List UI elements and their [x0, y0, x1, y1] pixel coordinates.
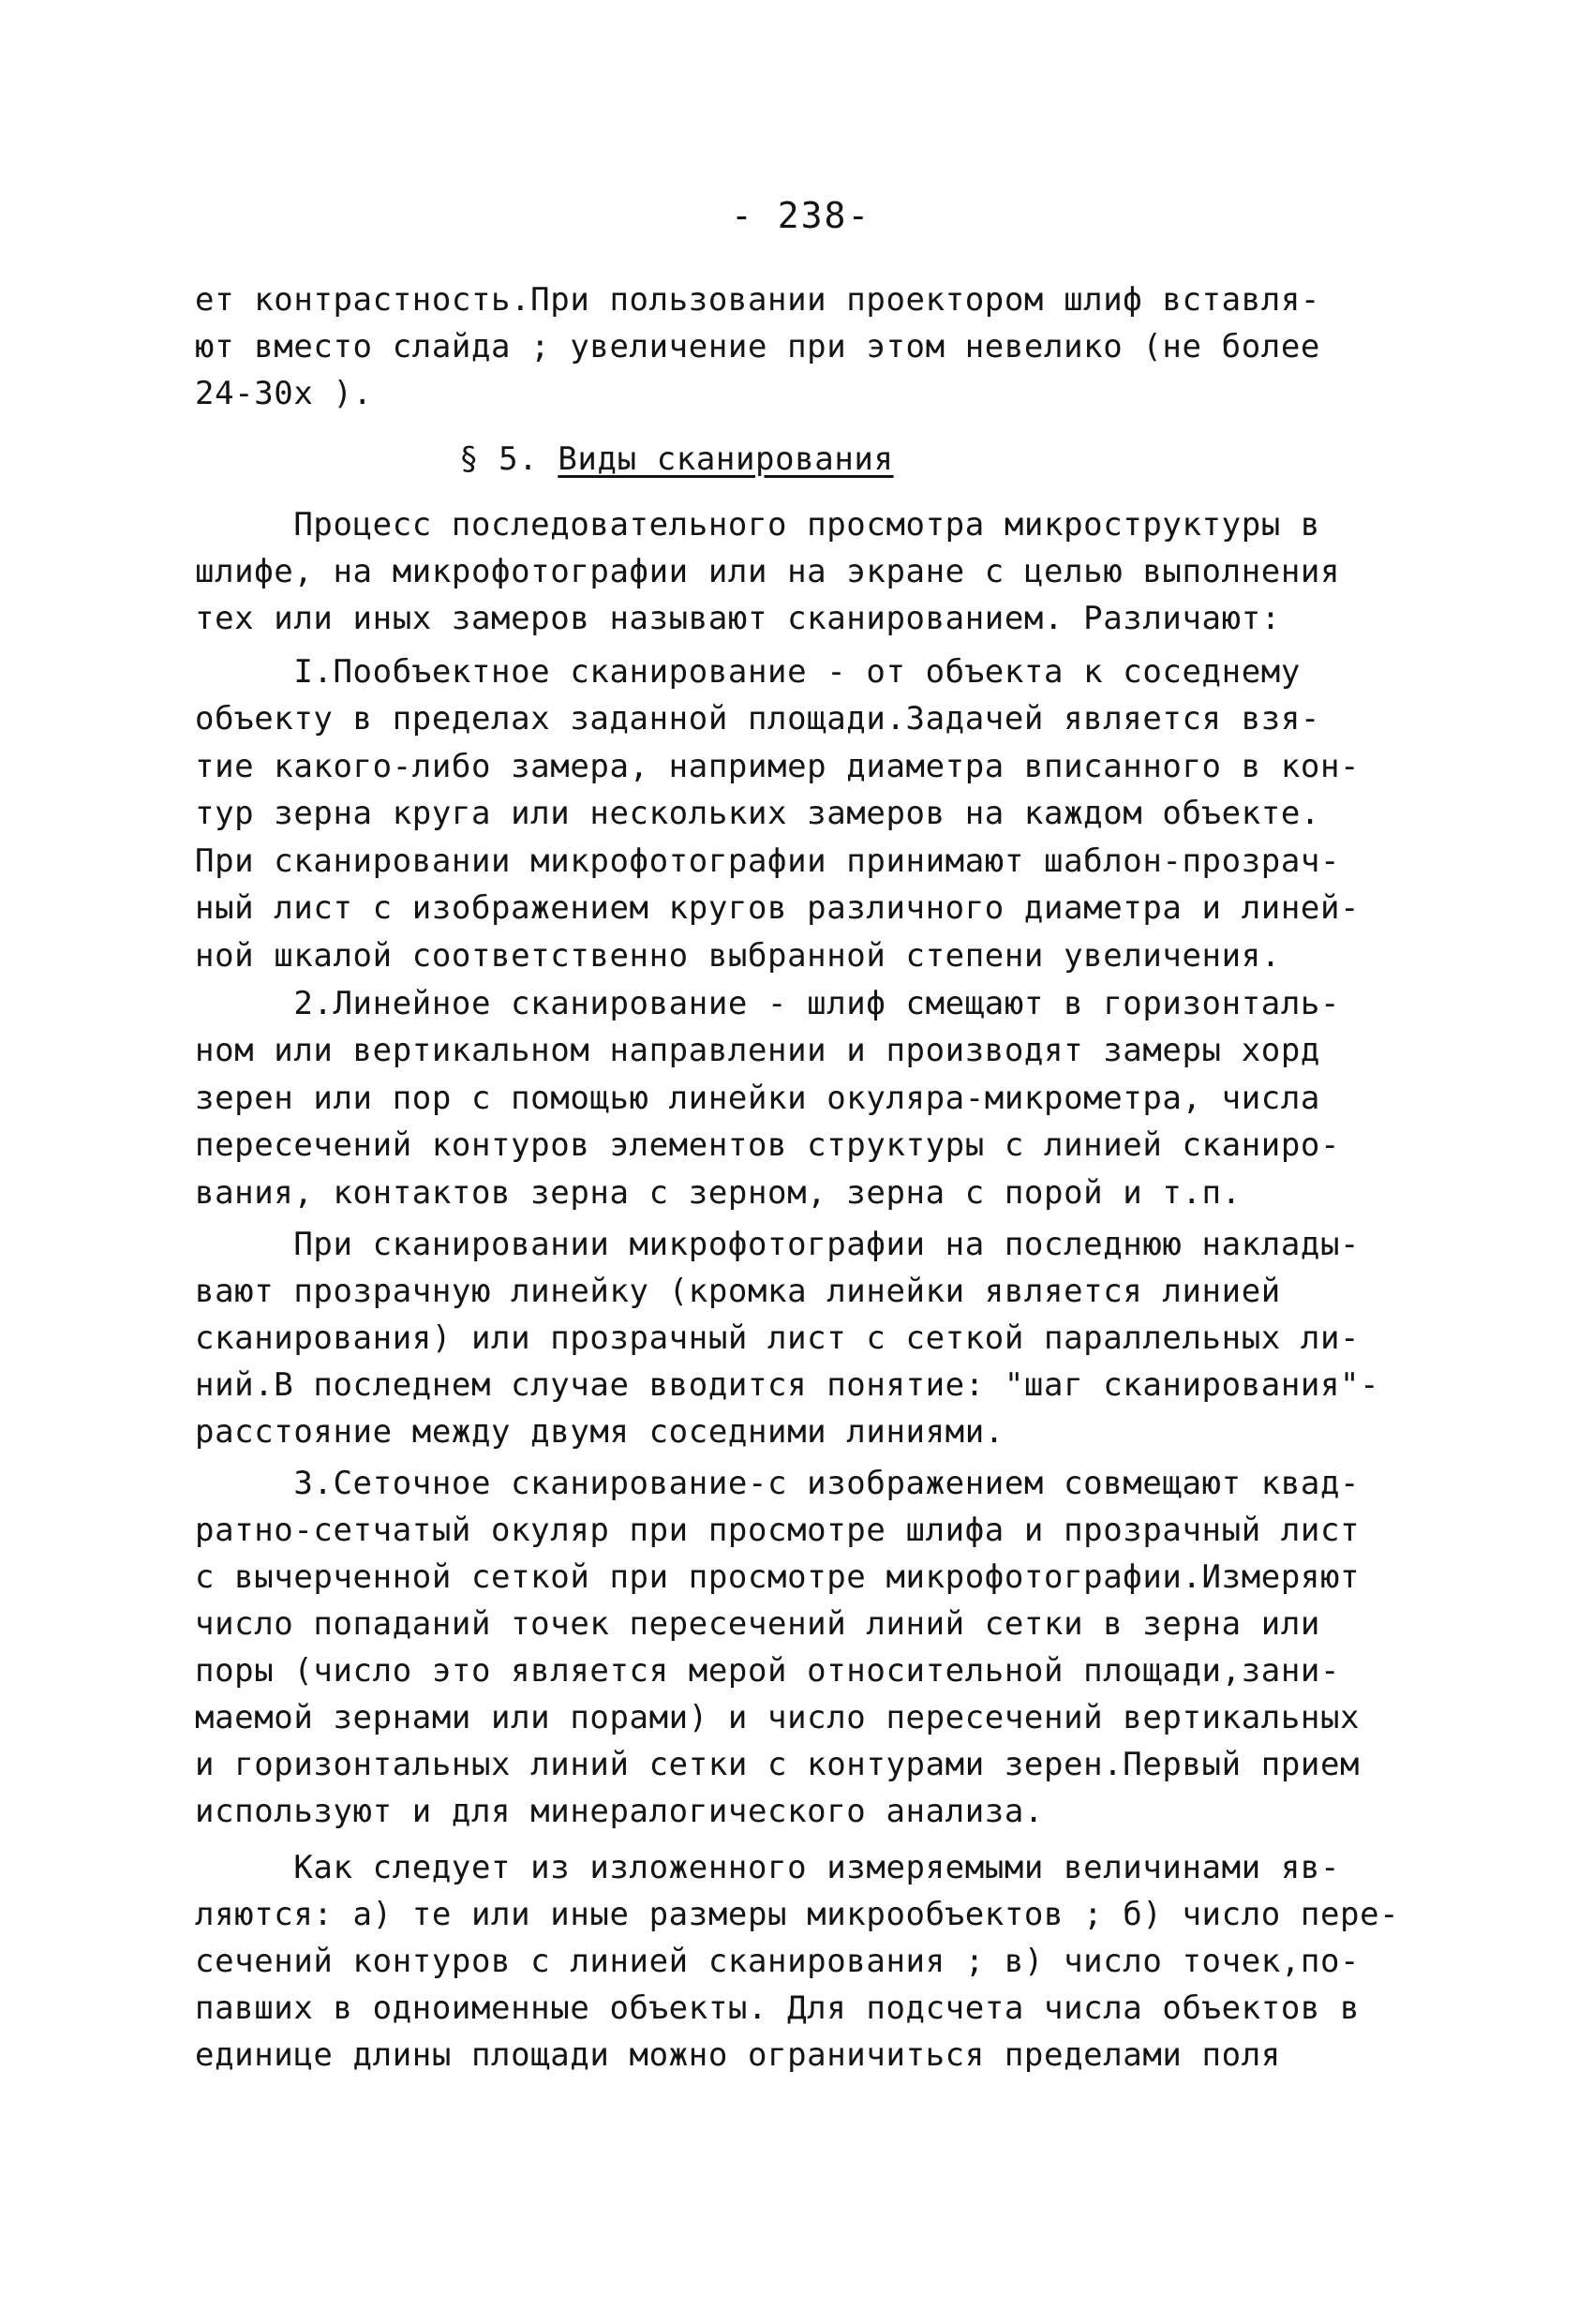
text-line: вают прозрачную линейку (кромка линейки является линией	[195, 1273, 1281, 1310]
text-line: тех или иных замеров называют сканированием. Различают:	[195, 600, 1281, 637]
text-line: число попаданий точек пересечений линий сетки в зерна или	[195, 1605, 1320, 1643]
text-line: шлифе, на микрофотографии или на экране с целью выполнения	[195, 553, 1341, 590]
text-line: Как следует из изложенного измеряемыми величинами яв-	[195, 1849, 1341, 1886]
text-line: ратно-сетчатый окуляр при просмотре шлифа и прозрачный лист	[195, 1512, 1361, 1549]
text-line: зерен или пор с помощью линейки окуляра-микрометра, числа	[195, 1080, 1320, 1117]
text-line: ном или вертикальном направлении и производят замеры хорд	[195, 1032, 1320, 1069]
text-line: I.Пообъектное сканирование - от объекта к соседнему	[195, 653, 1301, 691]
text-line: 2.Линейное сканирование - шлиф смещают в горизонталь-	[195, 985, 1341, 1022]
text-line: павших в одноименные объекты. Для подсчета числа объектов в	[195, 1989, 1361, 2027]
text-line: поры (число это является мерой относительной площади,зани-	[195, 1652, 1341, 1690]
text-line: 3.Сеточное сканирование-с изображением совмещают квад-	[195, 1465, 1361, 1502]
section-heading	[459, 440, 894, 478]
text-line: 24-30х ).	[195, 375, 373, 412]
text-line: Процесс последовательного просмотра микроструктуры в	[195, 506, 1320, 544]
text-line: тур зерна круга или нескольких замеров на каждом объекте.	[195, 795, 1320, 832]
text-line: сечений контуров с линией сканирования ; в) число точек,по-	[195, 1943, 1361, 1980]
text-line: ный лист с изображением кругов различного диаметра и линей-	[195, 889, 1361, 927]
text-line: с вычерченной сеткой при просмотре микрофотографии.Измеряют	[195, 1558, 1361, 1596]
text-line: пересечений контуров элементов структуры с линией сканиро-	[195, 1126, 1341, 1164]
page-number: - 238-	[731, 195, 871, 236]
text-line: ной шкалой соответственно выбранной степени увеличения.	[195, 937, 1281, 975]
text-line: ет контрастность.При пользовании проектором шлиф вставля-	[195, 281, 1320, 319]
text-line: объекту в пределах заданной площади.Задачей является взя-	[195, 700, 1320, 737]
text-line: расстояние между двумя соседними линиями.	[195, 1413, 1005, 1451]
text-line: тие какого-либо замера, например диаметра вписанного в кон-	[195, 748, 1361, 785]
text-line: При сканировании микрофотографии на последнюю наклады-	[195, 1226, 1361, 1263]
text-line: ляются: а) те или иные размеры микрообъектов ; б) число пере-	[195, 1896, 1400, 1933]
text-line: маемой зернами или порами) и число пересечений вертикальных	[195, 1699, 1361, 1736]
text-line: используют и для минералогического анализа.	[195, 1793, 1044, 1830]
text-line: ют вместо слайда ; увеличение при этом невелико (не более	[195, 328, 1320, 365]
text-line: вания, контактов зерна с зерном, зерна с порой и т.п.	[195, 1174, 1242, 1212]
section-number: § 5.	[459, 440, 539, 478]
text-line: ний.В последнем случае вводится понятие: "шаг сканирования"-	[195, 1366, 1380, 1404]
text-line: сканирования) или прозрачный лист с сеткой параллельных ли-	[195, 1319, 1361, 1357]
text-line: единице длины площади можно ограничиться пределами поля	[195, 2036, 1281, 2074]
section-title: Виды сканирования	[558, 440, 894, 478]
text-line: При сканировании микрофотографии принимают шаблон-прозрач-	[195, 842, 1341, 880]
text-line: и горизонтальных линий сетки с контурами зерен.Первый прием	[195, 1746, 1361, 1783]
